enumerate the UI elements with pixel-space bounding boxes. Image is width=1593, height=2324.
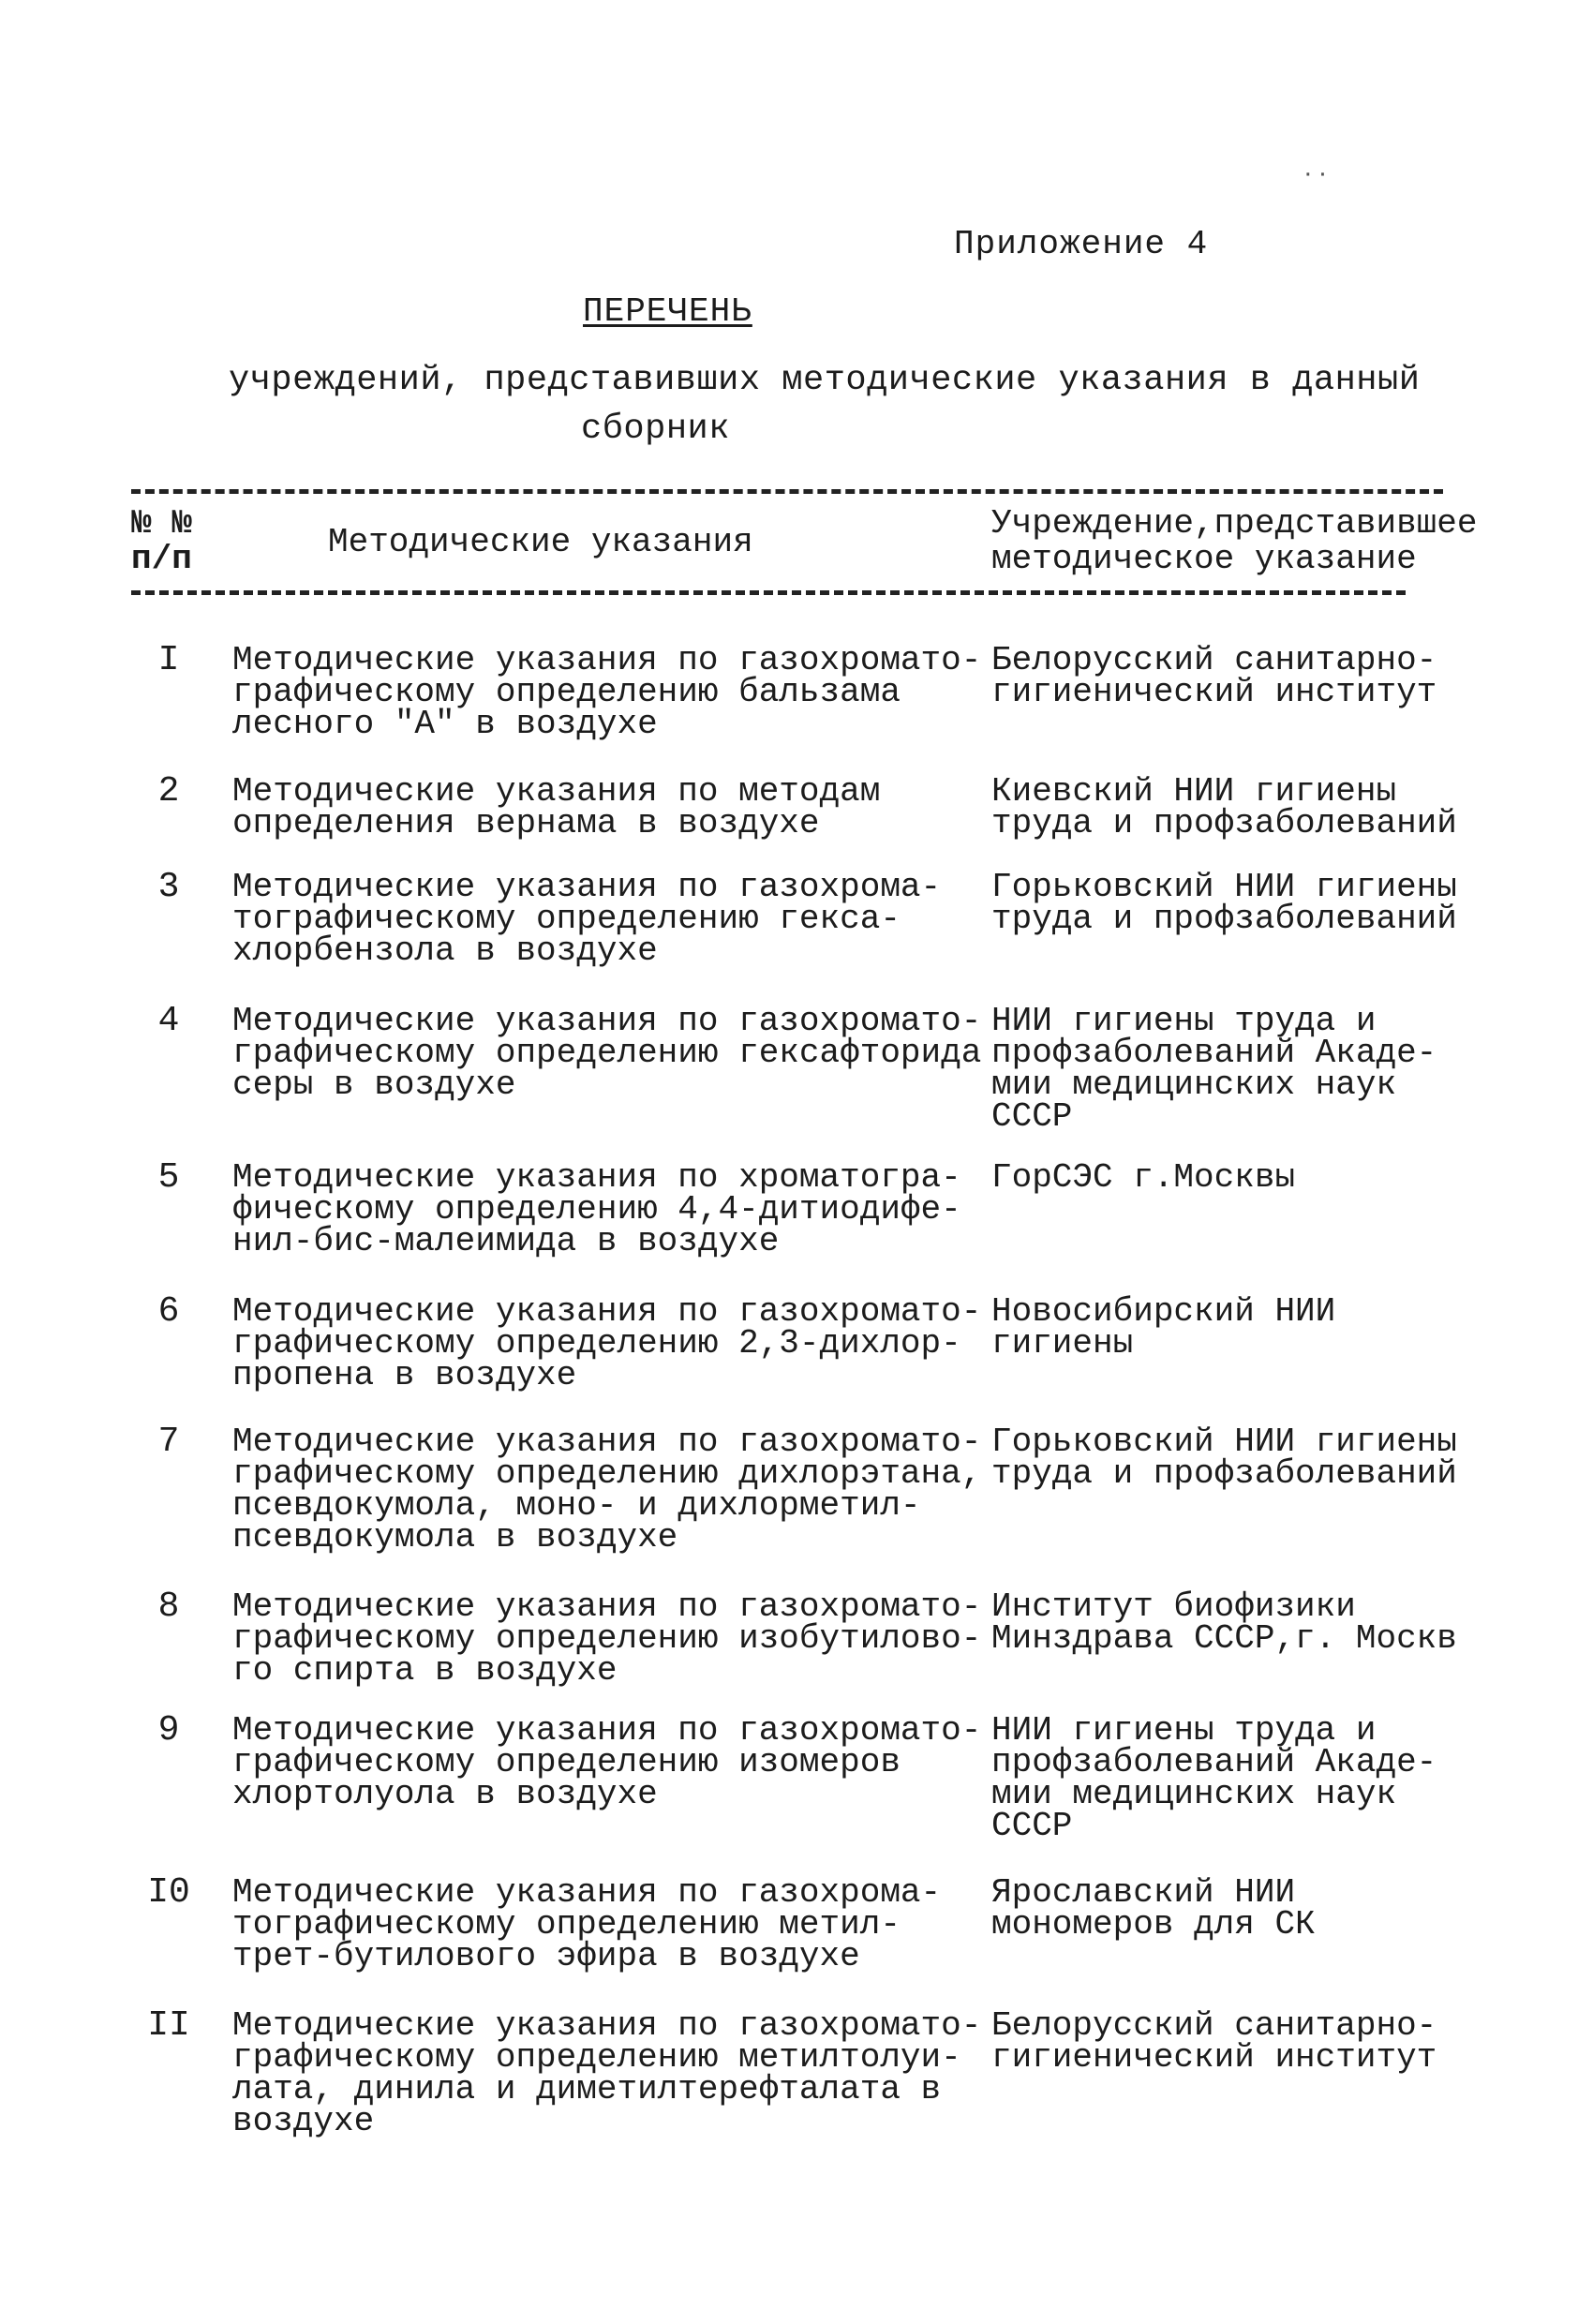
- row-method: Методические указания по газохрома- тографическому определению метил- трет-бутилового эфира в воздухе: [232, 1873, 942, 1975]
- row-institution: ГорСЭС г.Москвы: [991, 1158, 1296, 1197]
- column-header-method: Методические указания: [328, 523, 753, 561]
- row-number: 9: [157, 1710, 180, 1750]
- row-institution: Белорусский санитарно- гигиенический институт: [991, 2006, 1437, 2077]
- row-method: Методические указания по хроматогра- фическому определению 4,4-дитиодифе- нил-бис-малеимида в воздухе: [232, 1158, 961, 1260]
- row-method: Методические указания по газохромато- графическому определению 2,3-дихлор- пропена в воздухе: [232, 1292, 982, 1394]
- column-header-number: № № п/п: [131, 504, 192, 578]
- row-number: II: [147, 2005, 190, 2046]
- row-number: 5: [157, 1157, 180, 1198]
- row-institution: Новосибирский НИИ гигиены: [991, 1292, 1336, 1363]
- row-institution: Институт биофизики Минздрава СССР,г. Москв: [991, 1587, 1457, 1658]
- row-institution: НИИ гигиены труда и профзаболеваний Акаде- мии медицинских наук СССР: [991, 1002, 1437, 1136]
- row-institution: Ярославский НИИ мономеров для СК: [991, 1873, 1316, 1944]
- row-institution: Горьковский НИИ гигиены труда и профзаболеваний: [991, 868, 1457, 938]
- table-header-rule: [131, 590, 1406, 595]
- row-method: Методические указания по газохромато- графическому определению изомеров хлортолуола в воздухе: [232, 1711, 982, 1813]
- document-subtitle-line-1: учреждений, представивших методические указания в данный: [229, 361, 1421, 400]
- page-corner-mark: ٠٠: [1301, 160, 1331, 188]
- row-number: 3: [157, 867, 180, 907]
- row-method: Методические указания по газохромато- графическому определению метилтолуи- лата, динила и диметилтерефталата в воздухе: [232, 2006, 982, 2140]
- row-number: 4: [157, 1001, 180, 1041]
- row-number: 2: [157, 771, 180, 812]
- row-number: I0: [147, 1872, 190, 1913]
- row-number: 6: [157, 1291, 180, 1332]
- row-institution: Белорусский санитарно- гигиенический институт: [991, 641, 1437, 711]
- table-top-rule: [131, 489, 1443, 494]
- row-number: I: [157, 640, 180, 680]
- row-institution: Горьковский НИИ гигиены труда и профзаболеваний: [991, 1423, 1457, 1493]
- row-method: Методические указания по методам определения вернама в воздухе: [232, 772, 881, 842]
- row-institution: Киевский НИИ гигиены труда и профзаболеваний: [991, 772, 1457, 842]
- row-method: Методические указания по газохромато- графическому определению бальзама лесного "А" в воздухе: [232, 641, 982, 743]
- appendix-label: Приложение 4: [954, 225, 1209, 263]
- row-method: Методические указания по газохромато- графическому определению дихлорэтана, псевдокумола, моно- и дихлорметил- псевдокумола в воздухе: [232, 1423, 982, 1557]
- row-method: Методические указания по газохрома- тографическому определению гекса- хлорбензола в воздухе: [232, 868, 942, 970]
- row-number: 8: [157, 1587, 180, 1627]
- document-title: ПЕРЕЧЕНЬ: [583, 292, 752, 331]
- document-subtitle-line-2: сборник: [581, 410, 730, 449]
- row-method: Методические указания по газохромато- графическому определению изобутилово- го спирта в воздухе: [232, 1587, 982, 1690]
- row-number: 7: [157, 1422, 180, 1462]
- row-method: Методические указания по газохромато- графическому определению гексафторида серы в воздухе: [232, 1002, 982, 1104]
- column-header-institution: Учреждение,представившее методическое указание: [991, 504, 1478, 578]
- row-institution: НИИ гигиены труда и профзаболеваний Акаде- мии медицинских наук СССР: [991, 1711, 1437, 1845]
